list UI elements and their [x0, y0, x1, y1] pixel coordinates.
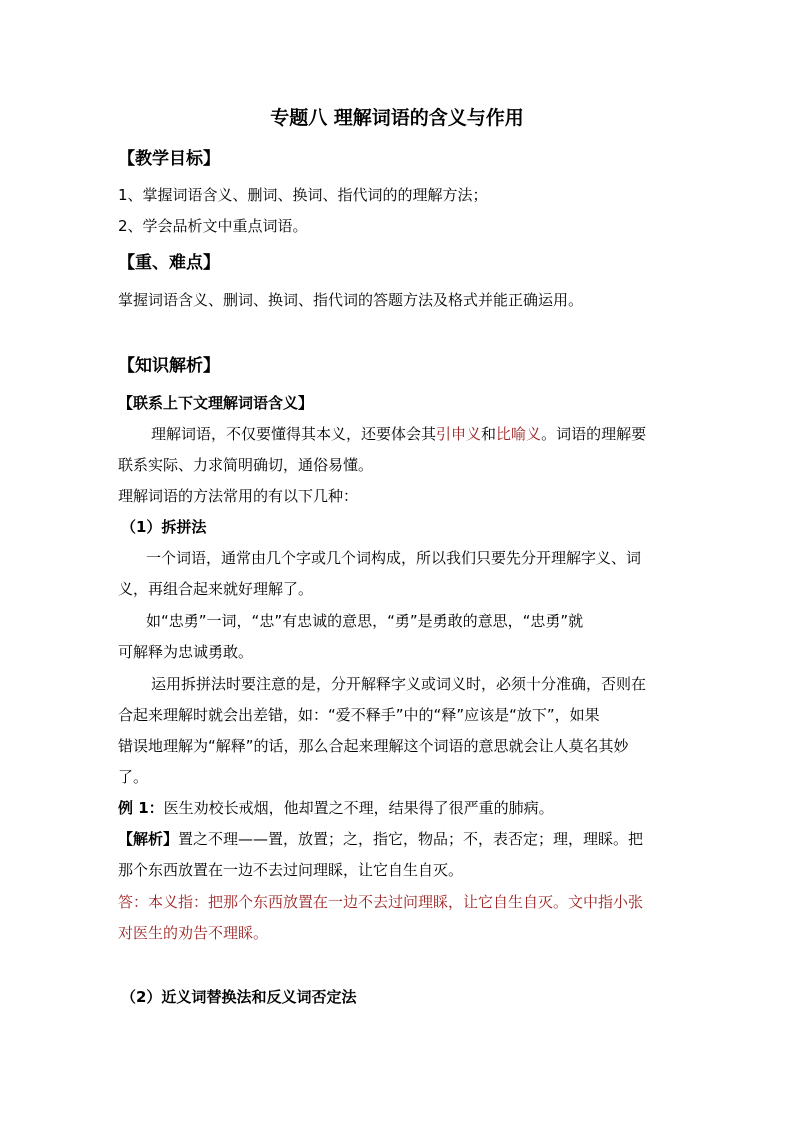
- example-1-analysis: [118, 829, 678, 849]
- method-1-text: 一个词语，通常由几个字或几个词构成，所以我们只要先分开理解字义、词: [146, 549, 642, 567]
- method-1-text: 义，再组合起来就好理解了。: [118, 580, 314, 598]
- intro-paragraph-cont: 联系实际、力求简明确切，通俗易懂。: [118, 456, 374, 474]
- context-heading: 【联系上下文理解词语含义】: [118, 394, 314, 412]
- objective-item: 1、掌握词语含义、删词、换词、指代词的的理解方法；: [118, 186, 488, 204]
- method-1-note: 了。: [118, 768, 149, 786]
- intro-paragraph: [118, 424, 711, 444]
- example-label: 例 1：: [118, 799, 164, 817]
- intro-text: 理解词语，不仅要懂得其本义，还要体会其: [151, 425, 437, 443]
- method-1-heading: （1）拆拼法: [121, 518, 207, 536]
- intro-text: 。词语的理解要: [541, 425, 647, 443]
- highlight-term: 引申义: [436, 425, 482, 443]
- method-1-example-text: 如“忠勇”一词，“忠”有忠诚的意思，“勇”是勇敢的意思，“忠勇”就: [146, 612, 584, 630]
- example-1-answer: [118, 892, 678, 912]
- analysis-text: 置之不理——置，放置；之，指它，物品；不，表否定；理，理睬。把: [178, 830, 644, 848]
- key-points-heading: 【重、难点】: [118, 253, 220, 273]
- highlight-term: 比喻义: [496, 425, 542, 443]
- key-points-text: 掌握词语含义、删词、换词、指代词的答题方法及格式并能正确运用。: [118, 291, 584, 309]
- answer-text: 对医生的劝告不理睬。: [118, 924, 269, 942]
- method-1-note: 合起来理解时就会出差错，如：“爱不释手”中的“释”应该是“放下”，如果: [118, 706, 600, 724]
- method-1-note: 运用拆拼法时要注意的是，分开解释字义或词义时，必须十分准确，否则在: [151, 675, 647, 693]
- intro-text: 和: [481, 425, 497, 443]
- page-title: 专题八 理解词语的含义与作用: [270, 107, 524, 129]
- answer-text: 本义指：把那个东西放置在一边不去过问理睬，让它自生自灭。文中指小张: [148, 893, 644, 911]
- analysis-text: 那个东西放置在一边不去过问理睬，让它自生自灭。: [118, 861, 464, 879]
- method-1-example-text: 可解释为忠诚勇敢。: [118, 643, 254, 661]
- knowledge-heading: 【知识解析】: [118, 356, 220, 376]
- objective-item: 2、学会品析文中重点词语。: [118, 217, 308, 235]
- answer-label: 答：: [118, 893, 149, 911]
- example-sentence: 医生劝校长戒烟，他却置之不理，结果得了很严重的肺病。: [163, 799, 554, 817]
- method-1-note: 错误地理解为“解释”的话，那么合起来理解这个词语的意思就会让人莫名其妙: [118, 737, 629, 755]
- intro-methods-lead: 理解词语的方法常用的有以下几种：: [118, 487, 359, 505]
- analysis-label: 【解析】: [118, 830, 179, 848]
- method-2-heading: （2）近义词替换法和反义词否定法: [121, 988, 357, 1006]
- objectives-heading: 【教学目标】: [118, 149, 220, 169]
- example-1: [118, 798, 678, 818]
